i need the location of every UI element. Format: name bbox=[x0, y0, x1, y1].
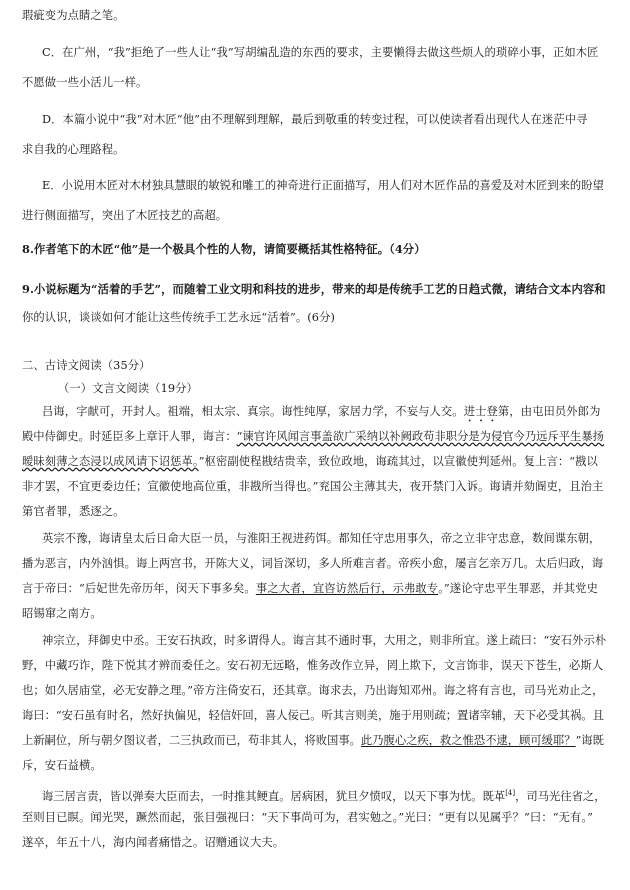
passage-p3-line3: 也；如久居庙堂，必无安静之理。”帝方注倚安石，还其章。诲求去，乃出诲知邓州。诲之将有言也，司马光劝止之， bbox=[22, 684, 604, 697]
option-c-line2: 不愿做一些小活儿一样。 bbox=[22, 76, 148, 89]
option-b-tail: 瑕疵变为点睛之笔。 bbox=[22, 9, 125, 22]
passage-p2-line4: 昭锡窜之南方。 bbox=[22, 607, 102, 620]
passage-p3-line5: 上新嗣位，所与朝夕图议者，二三执政而已，苟非其人，将败国事。此乃腹心之疾，救之惟恐不逮，顾可缓耶？”诲既 bbox=[22, 734, 604, 747]
passage-p3-line1: 神宗立，拜御史中丞。王安石执政，时多谓得人。诲言其不通时事，大用之，则非所宜。遂上疏曰：“安石外示朴 bbox=[42, 634, 607, 647]
passage-p1-line5: 第官者罪，悉逐之。 bbox=[22, 505, 125, 518]
passage-p3-line6: 斥，安石益横。 bbox=[22, 759, 102, 772]
question-9-line2: 你的认识，谈谈如何才能让这些传统手工艺永远“活着”。(6分) bbox=[22, 311, 335, 324]
option-e-line2: 进行侧面描写，突出了木匠技艺的高超。 bbox=[22, 209, 228, 222]
passage-p4-line1: 诲三居言责，皆以弹奏大臣而去，一时推其鲠直。居病困，犹旦夕愤叹，以天下事为忧。既革[4]，司马光往省之， bbox=[42, 789, 606, 803]
passage-p1-line4: 非才罢，不宜更委边任；宣徽使地高位重，非戡所当得也。”兖国公主薄其夫，夜开禁门入诉。诲请并劾阍吏，且治主 bbox=[22, 480, 604, 493]
section-2-1-heading: （一）文言文阅读（19分） bbox=[58, 382, 198, 395]
section-2-heading: 二、古诗文阅读（35分） bbox=[22, 359, 151, 372]
option-c-line1: C．在广州，“我”拒绝了一些人让“我”写胡编乱造的东西的要求，主要懒得去做这些烦人的琐碎小事，正如木匠 bbox=[42, 46, 599, 59]
passage-p4-line2: 至则目已瞑。闻光哭，蹶然而起，张目强视曰：“天下事尚可为，君实勉之。”光曰：“更有以见属乎？”曰：“无有。” bbox=[22, 811, 594, 824]
passage-p2-line3: 言于帝曰：“后妃世先帝历年，闵天下事多矣。事之大者，宜咨访然后行，示弗敢专。”遂论守忠平生罪恶，并其党史 bbox=[22, 582, 598, 595]
option-e-line1: E．小说用木匠对木材独具慧眼的敏锐和雕工的神奇进行正面描写，用人们对木匠作品的喜爱及对木匠到来的盼望 bbox=[42, 179, 604, 192]
footnote-marker: [4] bbox=[505, 789, 516, 797]
passage-p2-line2: 播为恶言，内外汹惧。诲上两宫书，开陈大义，词旨深切，多人所难言者。帝疾小愈，屡言乞亲万几。太后归政，诲 bbox=[22, 557, 604, 570]
passage-p1-line2: 殿中侍御史。时延臣多上章讦人罪，诲言：“谏官许风闻言事盖欲广采纳以补阙政苟非职分是为侵官今乃远斥平生暴扬 bbox=[22, 430, 604, 443]
dotted-phrase: 进士登 bbox=[463, 405, 498, 418]
passage-p1-line1: 吕诲，字献可，开封人。祖端，相太宗、真宗。诲性纯厚，家居力学，不妄与人交。进士登第，由屯田员外郎为 bbox=[42, 405, 601, 418]
underlined-sentence: 此乃腹心之疾，救之惟恐不逮，顾可缓耶？ bbox=[360, 734, 576, 747]
passage-p2-line1: 英宗不豫，诲请皇太后日命大臣一员，与淮阳王视进药饵。都知任守忠用事久，帝之立非守忠意，数间谍东朝， bbox=[42, 532, 601, 545]
question-9-line1: 9.小说标题为“活着的手艺”，而随着工业文明和科技的进步，带来的却是传统手工艺的日趋式微，请结合文本内容和 bbox=[22, 282, 606, 296]
passage-p4-line3: 遂卒，年五十八，海内闻者痛惜之。诏赠通议大夫。 bbox=[22, 836, 285, 849]
passage-p3-line2: 野，中藏巧诈，陛下悦其才辨而委任之。安石初无远略，惟务改作立异，罔上欺下，文言饰非，误天下苍生，必斯人 bbox=[22, 659, 604, 672]
wavy-underlined-sentence: “谏官许风闻言事盖欲广采纳以补阙政苟非职分是为侵官今乃远斥平生暴扬 bbox=[236, 430, 604, 443]
option-d-line1: D．本篇小说中“我”对木匠“他”由不理解到理解，最后到敬重的转变过程，可以使读者看出现代人在迷茫中寻 bbox=[42, 113, 588, 126]
question-8: 8.作者笔下的木匠“他”是一个极具个性的人物，请简要概括其性格特征。（4分） bbox=[22, 242, 426, 256]
underlined-sentence: 事之大者，宜咨访然后行，示弗敢专 bbox=[255, 582, 439, 595]
passage-p3-line4: 诲曰：“安石虽有时名，然好执偏见，轻信奸回，喜人佞己。听其言则美，施于用则疏；置诸宰辅，天下必受其祸。且 bbox=[22, 709, 604, 722]
passage-p1-line3: 暧昧刻薄之态浸以成风请下诏惩革。”枢密副使程戡结贵幸，致位政地，诲疏其过，以宣徽使判延州。复上言：“戡以 bbox=[22, 455, 598, 468]
option-d-line2: 求自我的心理路程。 bbox=[22, 143, 125, 156]
wavy-underlined-sentence-cont: 暧昧刻薄之态浸以成风请下诏惩革。 bbox=[22, 455, 199, 468]
